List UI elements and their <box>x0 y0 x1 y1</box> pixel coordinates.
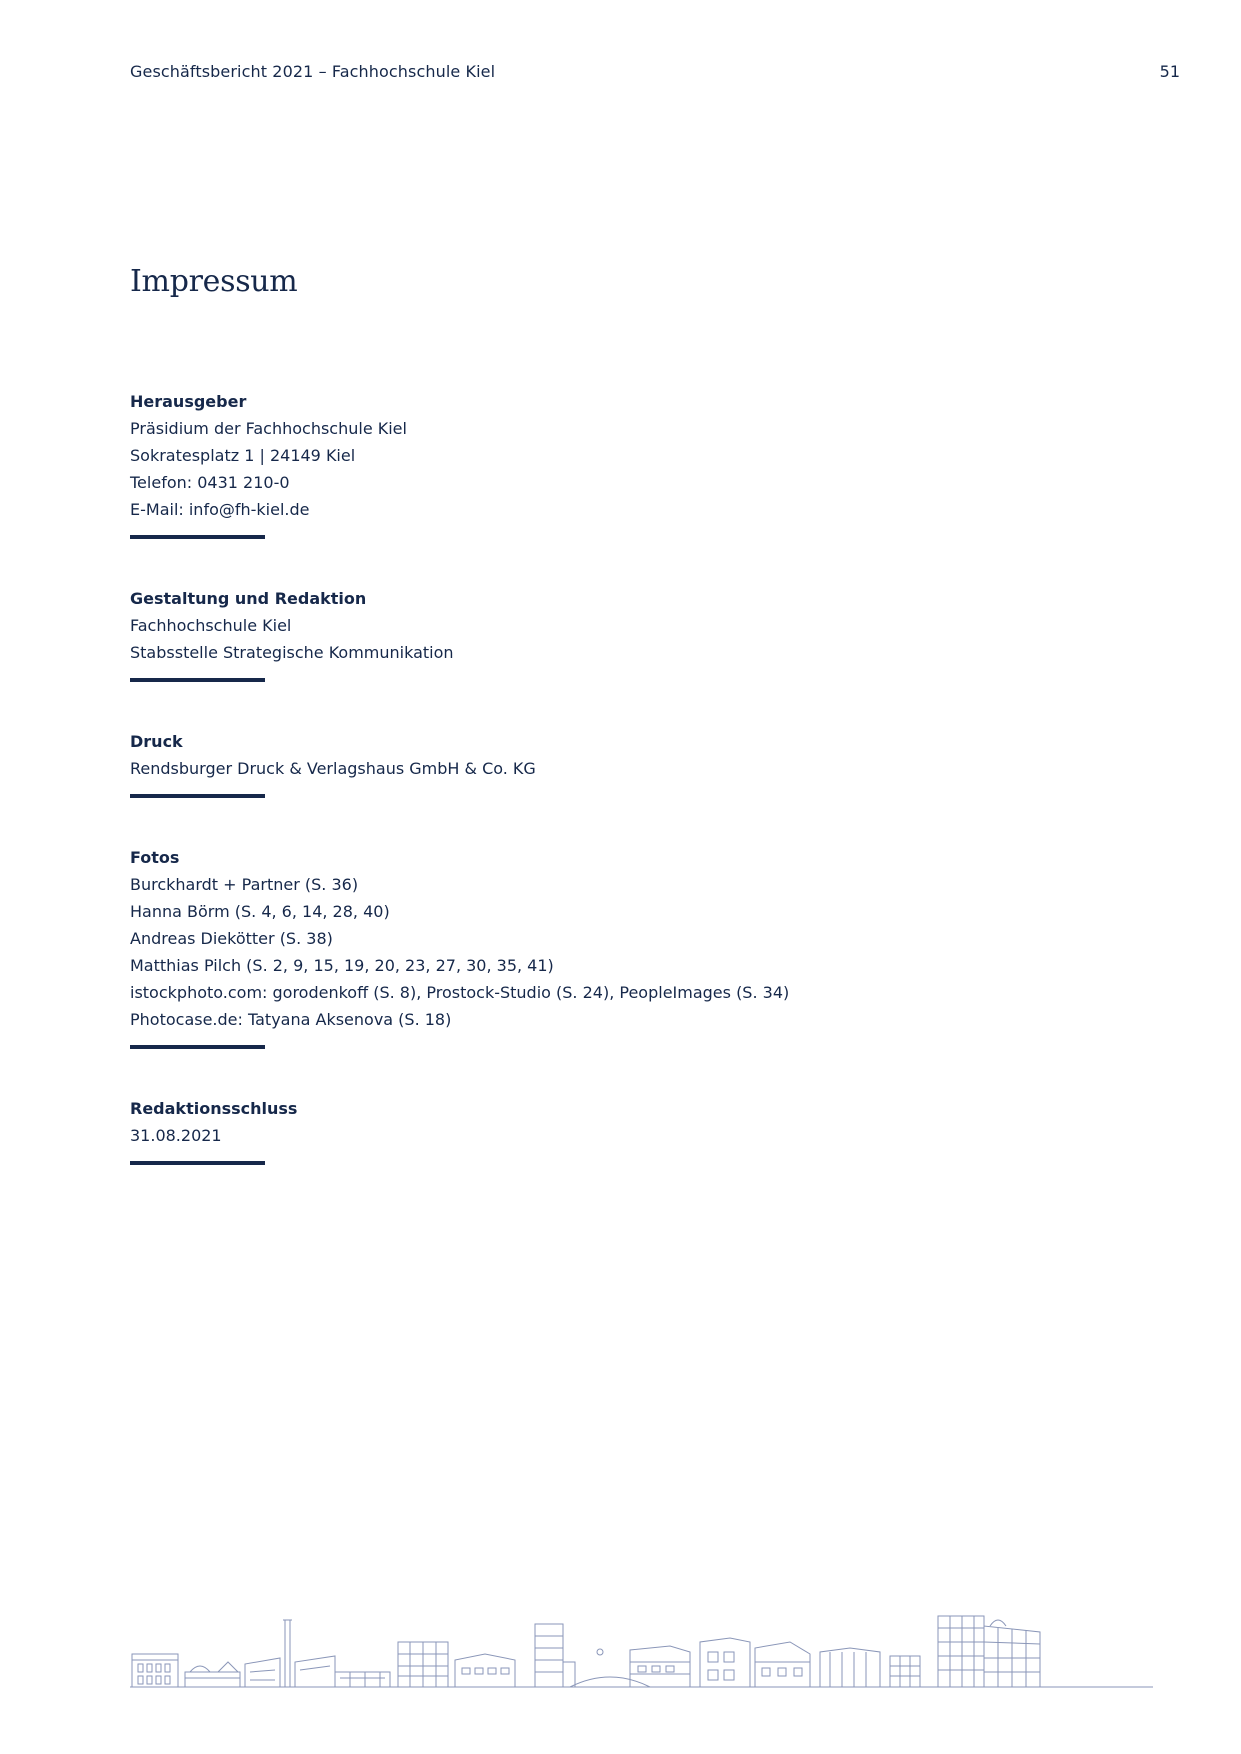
section-divider <box>130 1045 265 1049</box>
section-divider <box>130 1161 265 1165</box>
print-line: Rendsburger Druck & Verlagshaus GmbH & Co. KG <box>130 759 536 778</box>
section-publisher <box>130 388 1030 539</box>
section-divider <box>130 794 265 798</box>
section-heading: Gestaltung und Redaktion <box>130 589 367 608</box>
section-design-editing <box>130 585 1030 682</box>
photo-credit: istockphoto.com: gorodenkoff (S. 8), Prostock-Studio (S. 24), PeopleImages (S. 34) <box>130 983 790 1002</box>
running-header: Geschäftsbericht 2021 – Fachhochschule Kiel <box>130 62 496 81</box>
publisher-phone: Telefon: 0431 210-0 <box>130 473 290 492</box>
section-heading: Herausgeber <box>130 392 247 411</box>
section-editorial-deadline <box>130 1095 1030 1165</box>
publisher-email: E-Mail: info@fh-kiel.de <box>130 500 310 519</box>
photo-credit: Photocase.de: Tatyana Aksenova (S. 18) <box>130 1010 452 1029</box>
photo-credit: Andreas Diekötter (S. 38) <box>130 929 333 948</box>
photo-credit: Hanna Börm (S. 4, 6, 14, 28, 40) <box>130 902 390 921</box>
section-heading: Fotos <box>130 848 180 867</box>
page-title: Impressum <box>130 264 298 299</box>
page-number: 51 <box>1159 62 1180 81</box>
section-heading: Redaktionsschluss <box>130 1099 298 1118</box>
imprint-list <box>130 388 1030 1211</box>
photo-credit: Matthias Pilch (S. 2, 9, 15, 19, 20, 23, 27, 30, 35, 41) <box>130 956 554 975</box>
section-print <box>130 728 1030 798</box>
section-divider <box>130 678 265 682</box>
publisher-name: Präsidium der Fachhochschule Kiel <box>130 419 407 438</box>
section-heading: Druck <box>130 732 183 751</box>
design-line: Stabsstelle Strategische Kommunikation <box>130 643 454 662</box>
campus-skyline-illustration <box>130 1612 1153 1688</box>
deadline-date: 31.08.2021 <box>130 1126 222 1145</box>
section-photos <box>130 844 1030 1049</box>
photo-credit: Burckhardt + Partner (S. 36) <box>130 875 359 894</box>
publisher-address: Sokratesplatz 1 | 24149 Kiel <box>130 446 356 465</box>
section-divider <box>130 535 265 539</box>
design-line: Fachhochschule Kiel <box>130 616 292 635</box>
